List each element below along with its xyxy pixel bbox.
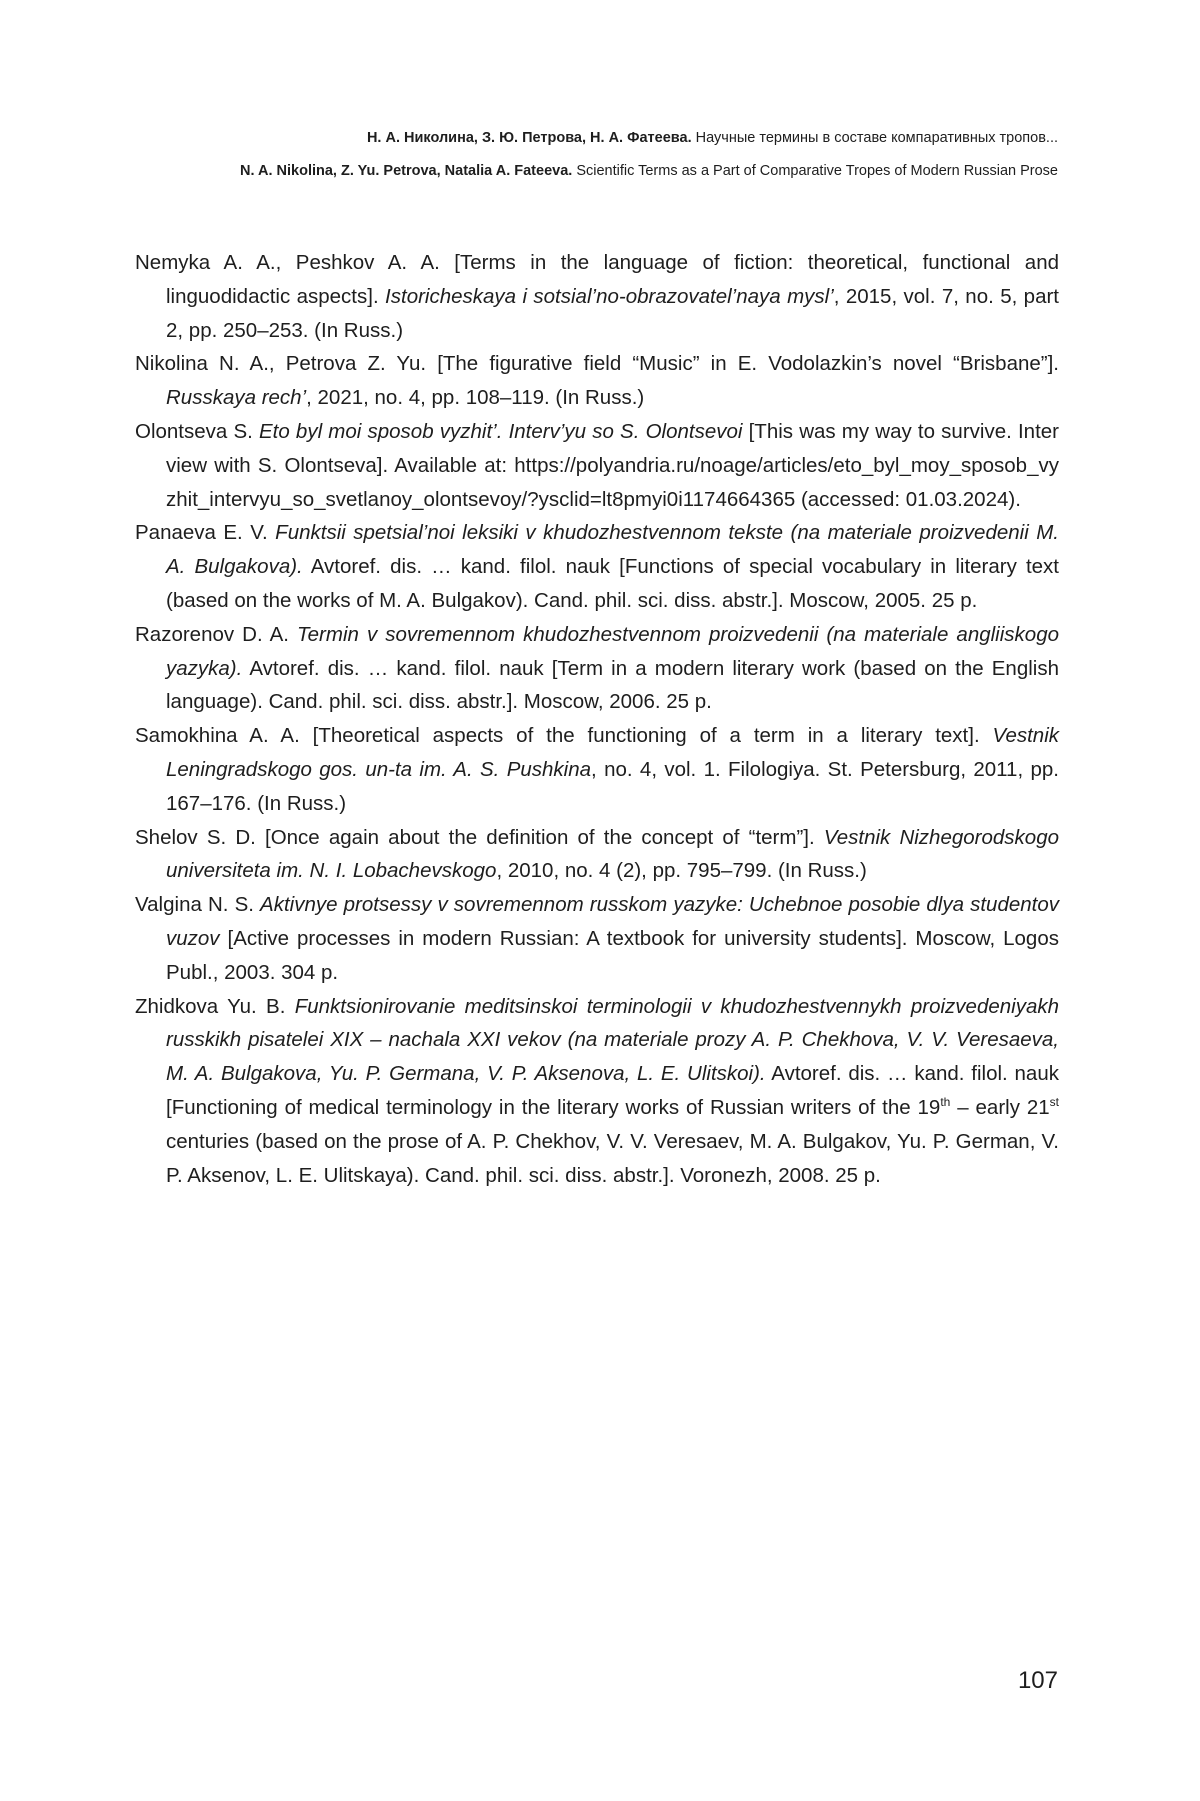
reference-details: [Active processes in modern Russian: A textbook for university students]. Moscow, Logos Publ., 2003. 304 p. bbox=[166, 926, 1059, 984]
reference-list bbox=[135, 246, 1059, 1192]
reference-item bbox=[135, 888, 1059, 989]
reference-details: centuries (based on the prose of A. P. Chekhov, V. V. Veresaev, M. A. Bulgakov, Yu. P. German, V. P. Aksenov, L. E. Ulitskaya). Cand. phil. sci. diss. abstr.]. Voronezh, 2008. 25 p. bbox=[166, 1129, 1059, 1187]
reference-item bbox=[135, 719, 1059, 820]
reference-item bbox=[135, 347, 1059, 415]
reference-source: Funktsii spetsial’noi leksiki v khudozhestvennom tekste (na materiale proizvedenii M. A. Bulgakova). bbox=[166, 521, 1059, 579]
running-header-en bbox=[240, 163, 1058, 179]
reference-item bbox=[135, 821, 1059, 889]
superscript-ordinal: th bbox=[940, 1095, 951, 1110]
reference-text: Shelov S. D. [Once again about the definition of the concept of “term”]. bbox=[135, 825, 824, 849]
reference-details: , no. 4, vol. 1. Filologiya. St. Petersburg, 2011, pp. 167–176. (In Russ.) bbox=[166, 757, 1059, 815]
reference-text: Valgina N. S. bbox=[135, 893, 261, 917]
header-ru-authors: Н. А. Николина, З. Ю. Петрова, Н. А. Фатеева. bbox=[366, 130, 692, 146]
reference-source: Termin v sovremennom khudozhestvennom proizvedenii (na materiale angliiskogo yazyka). bbox=[166, 622, 1059, 680]
reference-item bbox=[135, 246, 1059, 347]
page-number: 107 bbox=[1017, 1667, 1058, 1694]
reference-text: Nemyka A. A., Peshkov A. A. [Terms in the language of fiction: theoretical, functional and linguodidactic aspects]. bbox=[135, 251, 1059, 308]
header-en-title: Scientific Terms as a Part of Comparative Tropes of Modern Russian Prose bbox=[576, 163, 1058, 179]
reference-text: Razorenov D. A. bbox=[135, 622, 297, 646]
header-en-authors: N. A. Nikolina, Z. Yu. Petrova, Natalia A. Fateeva. bbox=[240, 163, 573, 179]
superscript-ordinal: st bbox=[1049, 1095, 1059, 1110]
reference-text: Zhidkova Yu. B. bbox=[135, 994, 295, 1018]
reference-source: Vestnik Nizhegorodskogo universiteta im. N. I. Lobachevskogo bbox=[166, 825, 1059, 883]
reference-item bbox=[135, 516, 1059, 617]
reference-source: Funktsionirovanie meditsinskoi terminologii v khudozhestvennykh proizvedeniyakh russkikh pisatelei XIX – nachala XXI vekov (na materiale prozy A. P. Chekhova, V. V. Veresaeva, M. A. Bulgakova, Yu. P. Germana, V. P. Aksenova, L. E. Ulitskoi). bbox=[166, 994, 1060, 1086]
reference-source: Russkaya rech’ bbox=[166, 386, 307, 410]
reference-item bbox=[135, 415, 1059, 516]
reference-details: Avtoref. dis. … kand. filol. nauk [Term in a modern literary work (based on the English language). Cand. phil. sci. diss. abstr.]. Moscow, 2006. 25 p. bbox=[166, 656, 1059, 714]
reference-source: Vestnik Leningradskogo gos. un-ta im. A. S. Pushkina bbox=[166, 724, 1059, 781]
reference-text: Nikolina N. A., Petrova Z. Yu. [The figurative field “Music” in E. Vodolazkin’s novel “Brisbane”]. bbox=[135, 352, 1059, 376]
reference-item bbox=[135, 990, 1059, 1193]
reference-source: Aktivnye protsessy v sovremennom russkom yazyke: Uchebnoe posobie dlya studentov vuzov bbox=[166, 893, 1060, 950]
reference-details: , 2015, vol. 7, no. 5, part 2, pp. 250–253. (In Russ.) bbox=[166, 284, 1060, 342]
reference-text: Panaeva E. V. bbox=[135, 521, 276, 545]
reference-details: [This was my way to survive. Interview with S. Olontseva]. Available at: https://polyandria.ru/noage/articles/eto_byl_moy_sposob_vyzhit_intervyu_so_svetlanoy_olontsevoy/?ysclid=lt8pmyi0i1174664365 (accessed: 01.03.2024). bbox=[166, 419, 1059, 511]
reference-details: , 2010, no. 4 (2), pp. 795–799. (In Russ.) bbox=[496, 859, 867, 883]
reference-source: Istoricheskaya i sotsial’no-obrazovatel’naya mysl’ bbox=[385, 284, 834, 308]
reference-details: – early 21 bbox=[950, 1095, 1050, 1119]
reference-source: Eto byl moi sposob vyzhit’. Interv’yu so S. Olontsevoi bbox=[259, 419, 743, 443]
running-header-ru bbox=[367, 130, 1058, 146]
reference-details: , 2021, no. 4, pp. 108–119. (In Russ.) bbox=[306, 386, 645, 410]
reference-details: Avtoref. dis. … kand. filol. nauk [Functions of special vocabulary in literary text (based on the works of M. A. Bulgakov). Cand. phil. sci. diss. abstr.]. Moscow, 2005. 25 p. bbox=[166, 555, 1059, 612]
reference-details: Avtoref. dis. … kand. filol. nauk [Functioning of medical terminology in the literary works of Russian writers of the 19 bbox=[166, 1062, 1059, 1119]
header-ru-title: Научные термины в составе компаративных тропов... bbox=[695, 130, 1058, 146]
reference-text: Samokhina A. A. [Theoretical aspects of the functioning of a term in a literary text]. bbox=[135, 724, 993, 748]
reference-item bbox=[135, 618, 1059, 719]
reference-text: Olontseva S. bbox=[135, 419, 259, 443]
